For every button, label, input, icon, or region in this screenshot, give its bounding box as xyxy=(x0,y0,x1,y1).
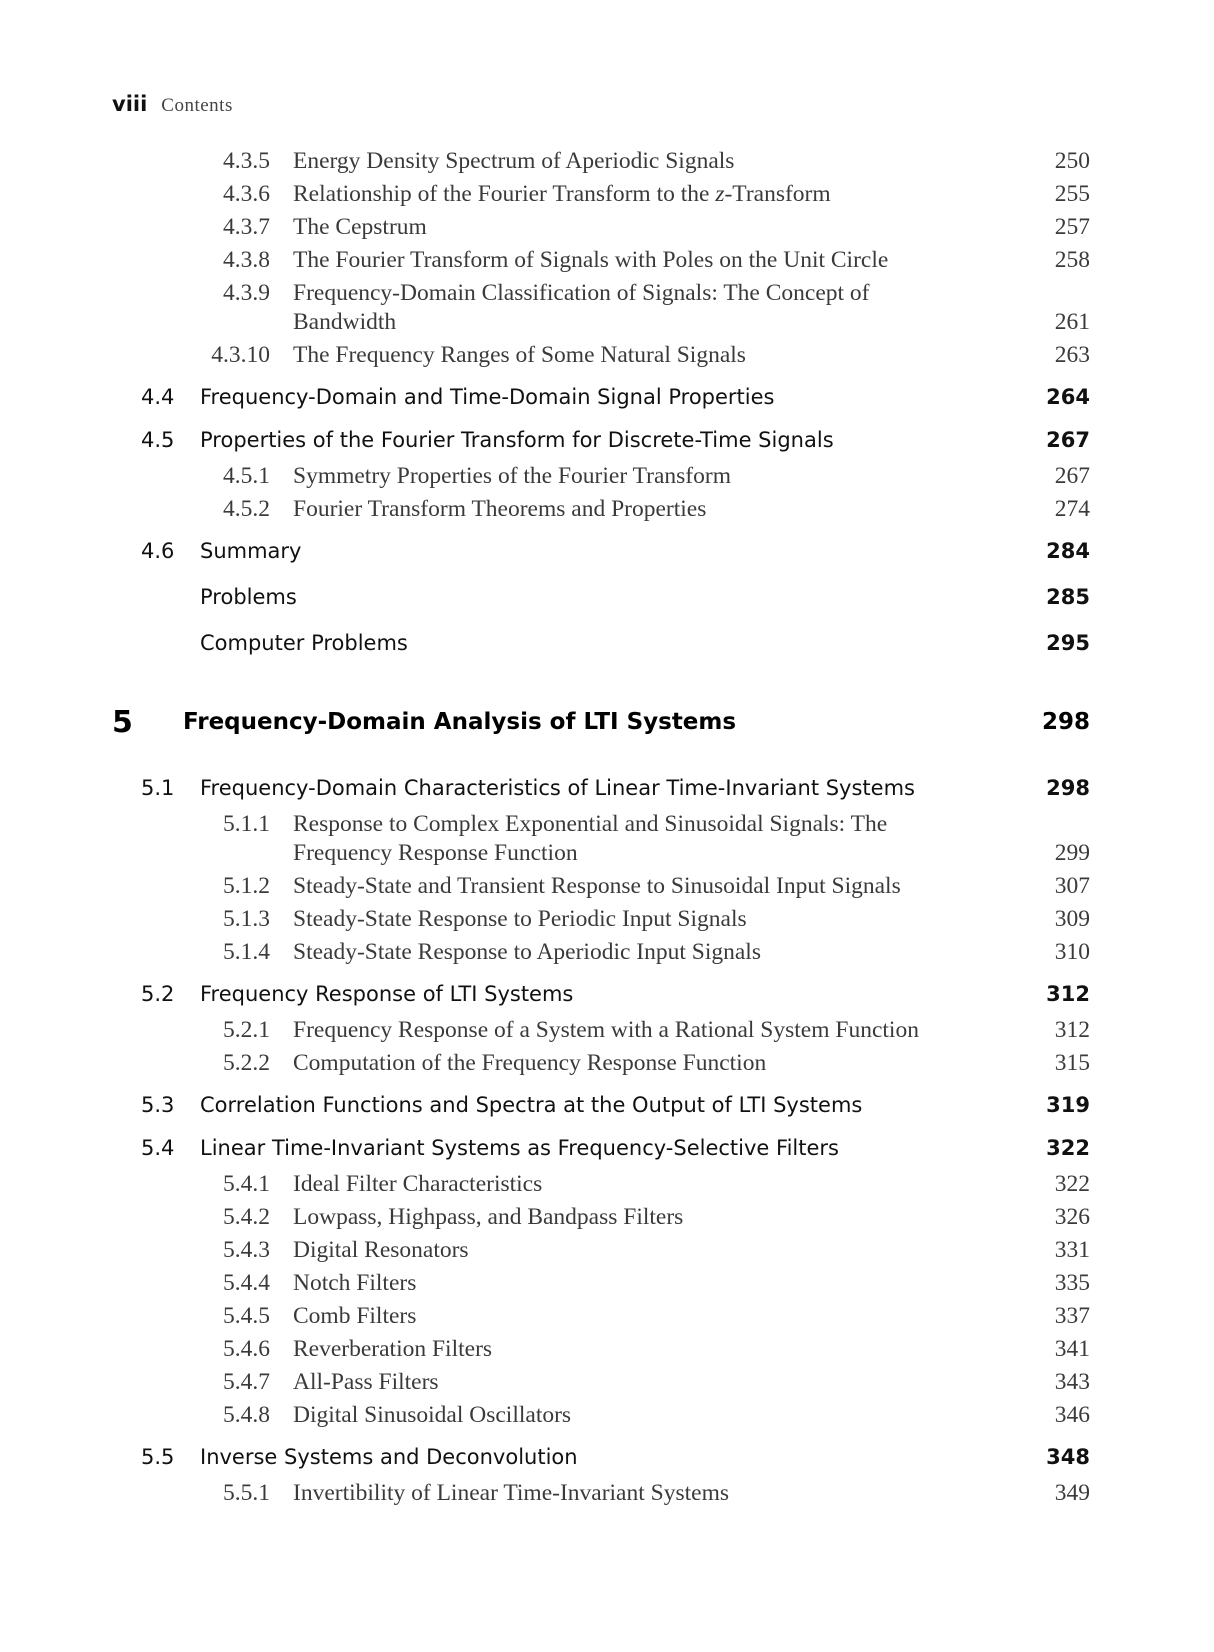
toc-page-number: 298 xyxy=(1046,776,1090,800)
toc-page-number: 341 xyxy=(1054,1336,1090,1362)
header-page-number: viii xyxy=(112,92,148,116)
toc-number: 4.3.8 xyxy=(223,247,270,273)
toc-title: Comb Filters xyxy=(293,1303,417,1329)
toc-title: Relationship of the Fourier Transform to the z-Transform xyxy=(293,181,831,207)
toc-number: 5.4.4 xyxy=(223,1270,270,1296)
toc-page-number: 250 xyxy=(1054,148,1090,174)
toc-number: 4.5.1 xyxy=(223,463,270,489)
toc-number: 5.2.2 xyxy=(223,1050,270,1076)
toc-page-number: 337 xyxy=(1054,1303,1090,1329)
toc-number: 4.3.10 xyxy=(211,342,270,368)
toc-page-number: 255 xyxy=(1054,181,1090,207)
toc-number: 5.5 xyxy=(141,1445,175,1469)
toc-page-number: 309 xyxy=(1054,906,1090,932)
toc-title: The Fourier Transform of Signals with Poles on the Unit Circle xyxy=(293,247,889,273)
toc-number: 5.4.8 xyxy=(223,1402,270,1428)
toc-title: Frequency-Domain and Time-Domain Signal Properties xyxy=(200,385,775,409)
toc-title: Energy Density Spectrum of Aperiodic Signals xyxy=(293,148,735,174)
toc-title: Fourier Transform Theorems and Properties xyxy=(293,496,707,522)
toc-page-number: 264 xyxy=(1046,385,1090,409)
toc-title: The Cepstrum xyxy=(293,214,427,240)
toc-title: Digital Resonators xyxy=(293,1237,469,1263)
toc-number: 4.4 xyxy=(141,385,175,409)
toc-number: 5.1.3 xyxy=(223,906,270,932)
toc-page-number: 348 xyxy=(1046,1445,1090,1469)
toc-page-number: 285 xyxy=(1046,585,1090,609)
toc-number: 5 xyxy=(112,705,133,740)
toc-title: Frequency Response of LTI Systems xyxy=(200,982,574,1006)
toc-title: Properties of the Fourier Transform for Discrete-Time Signals xyxy=(200,428,834,452)
toc-title: Bandwidth xyxy=(293,309,397,335)
toc-page-number: 322 xyxy=(1046,1136,1090,1160)
toc-title: Steady-State Response to Periodic Input Signals xyxy=(293,906,747,932)
toc-number: 5.4.5 xyxy=(223,1303,270,1329)
toc-page-number: 267 xyxy=(1046,428,1090,452)
toc-number: 4.5 xyxy=(141,428,175,452)
toc-page-number: 284 xyxy=(1046,539,1090,563)
toc-title: The Frequency Ranges of Some Natural Signals xyxy=(293,342,746,368)
running-head xyxy=(112,92,233,122)
toc-page-number: 312 xyxy=(1054,1017,1090,1043)
toc-title: Reverberation Filters xyxy=(293,1336,493,1362)
toc-page-number: 335 xyxy=(1054,1270,1090,1296)
toc-number: 4.3.6 xyxy=(223,181,270,207)
toc-number: 5.4.1 xyxy=(223,1171,270,1197)
toc-page-number: 310 xyxy=(1054,939,1090,965)
toc-page-number: 298 xyxy=(1041,709,1090,735)
toc-number: 4.6 xyxy=(141,539,175,563)
toc-page-number: 257 xyxy=(1054,214,1090,240)
toc-page-number: 258 xyxy=(1054,247,1090,273)
toc-page-number: 295 xyxy=(1046,631,1090,655)
toc-page-number: 263 xyxy=(1054,342,1090,368)
toc-number: 4.5.2 xyxy=(223,496,270,522)
toc-page-number: 274 xyxy=(1054,496,1090,522)
toc-title: Notch Filters xyxy=(293,1270,417,1296)
toc-number: 4.3.5 xyxy=(223,148,270,174)
toc-page-number: 319 xyxy=(1046,1093,1090,1117)
toc-number: 4.3.7 xyxy=(223,214,270,240)
toc-title: Computation of the Frequency Response Function xyxy=(293,1050,767,1076)
toc-title: Steady-State and Transient Response to Sinusoidal Input Signals xyxy=(293,873,901,899)
toc-number: 5.4.3 xyxy=(223,1237,270,1263)
toc-title: Steady-State Response to Aperiodic Input Signals xyxy=(293,939,761,965)
toc-number: 5.4.2 xyxy=(223,1204,270,1230)
toc-page-number: 326 xyxy=(1054,1204,1090,1230)
toc-page-number: 331 xyxy=(1054,1237,1090,1263)
toc-title: Digital Sinusoidal Oscillators xyxy=(293,1402,572,1428)
toc-number: 5.4.6 xyxy=(223,1336,270,1362)
toc-title: Response to Complex Exponential and Sinusoidal Signals: The xyxy=(293,811,888,837)
toc-title: Computer Problems xyxy=(200,631,408,655)
toc-title: Inverse Systems and Deconvolution xyxy=(200,1445,578,1469)
toc-number: 5.2 xyxy=(141,982,175,1006)
toc-page-number: 343 xyxy=(1054,1369,1090,1395)
toc-page-number: 315 xyxy=(1054,1050,1090,1076)
toc-title: Frequency Response Function xyxy=(293,840,578,866)
toc-title: Correlation Functions and Spectra at the Output of LTI Systems xyxy=(200,1093,863,1117)
toc-number: 5.1.1 xyxy=(223,811,270,837)
toc-page-number: 322 xyxy=(1054,1171,1090,1197)
toc-page-number: 267 xyxy=(1054,463,1090,489)
toc-number: 5.5.1 xyxy=(223,1480,270,1506)
toc-page-number: 299 xyxy=(1054,840,1090,866)
toc-page-number: 261 xyxy=(1054,309,1090,335)
toc-number: 5.4.7 xyxy=(223,1369,270,1395)
toc-page-number: 312 xyxy=(1046,982,1090,1006)
toc-title: Frequency-Domain Classification of Signals: The Concept of xyxy=(293,280,870,306)
toc-number: 5.1 xyxy=(141,776,175,800)
toc-page-number: 346 xyxy=(1054,1402,1090,1428)
toc-title: Ideal Filter Characteristics xyxy=(293,1171,543,1197)
toc-title: Invertibility of Linear Time-Invariant Systems xyxy=(293,1480,729,1506)
toc-page-number: 307 xyxy=(1054,873,1090,899)
toc-number: 5.2.1 xyxy=(223,1017,270,1043)
toc-title: Frequency-Domain Analysis of LTI Systems xyxy=(183,709,737,735)
header-title: Contents xyxy=(161,95,233,116)
toc-title: Linear Time-Invariant Systems as Frequency-Selective Filters xyxy=(200,1136,839,1160)
toc-number: 5.4 xyxy=(141,1136,175,1160)
toc-title: All-Pass Filters xyxy=(293,1369,439,1395)
toc-number: 5.1.4 xyxy=(223,939,270,965)
toc-number: 5.1.2 xyxy=(223,873,270,899)
toc-page-number: 349 xyxy=(1054,1480,1090,1506)
toc-title: Symmetry Properties of the Fourier Transform xyxy=(293,463,731,489)
toc-title: Frequency Response of a System with a Rational System Function xyxy=(293,1017,919,1043)
toc-number: 4.3.9 xyxy=(223,280,270,306)
toc-title: Lowpass, Highpass, and Bandpass Filters xyxy=(293,1204,684,1230)
toc-title: Frequency-Domain Characteristics of Linear Time-Invariant Systems xyxy=(200,776,915,800)
toc-title: Summary xyxy=(200,539,302,563)
toc-title: Problems xyxy=(200,585,297,609)
toc-number: 5.3 xyxy=(141,1093,175,1117)
